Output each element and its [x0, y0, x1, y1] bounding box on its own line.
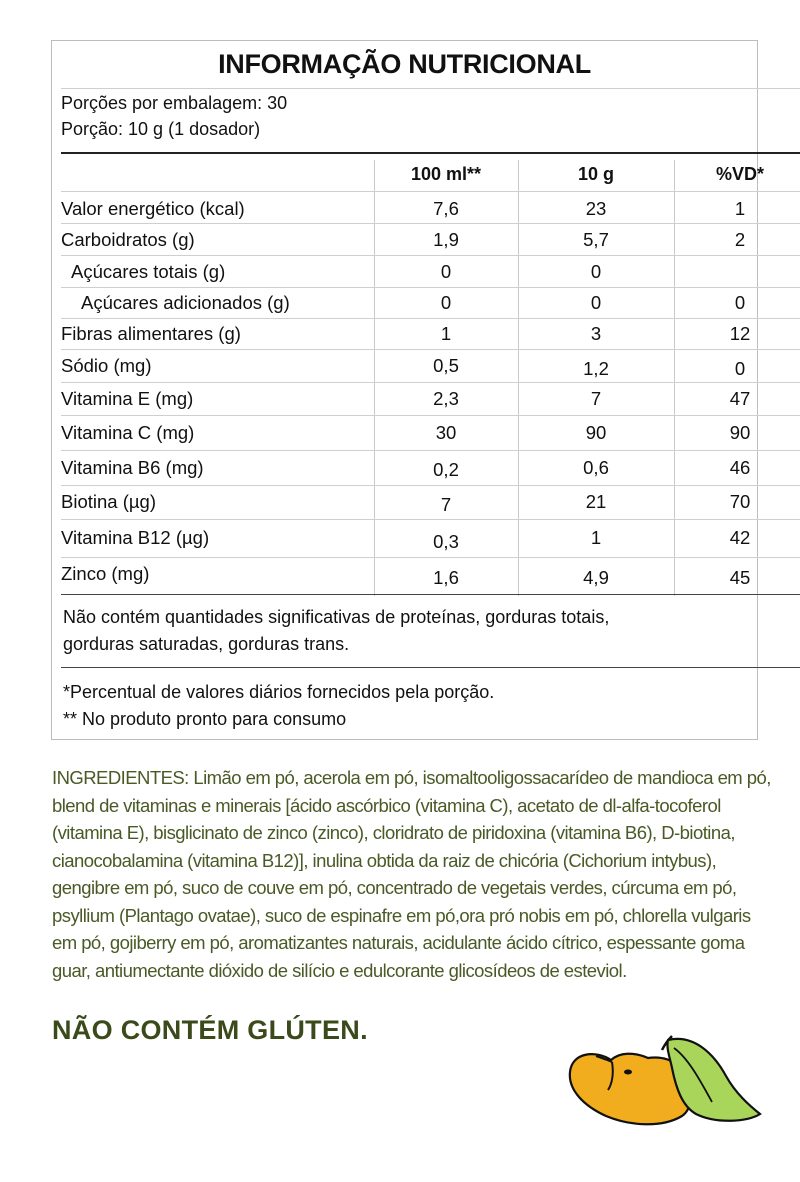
footnotes [63, 679, 494, 733]
value-100ml: 2,3 [433, 388, 459, 409]
nutrient-label: Zinco (mg) [61, 563, 150, 584]
value-vd: 0 [734, 358, 746, 379]
value-vd: 0 [734, 292, 746, 313]
value-vd: 70 [729, 491, 751, 512]
value-vd: 47 [729, 388, 751, 409]
value-10g: 7 [590, 388, 602, 409]
value-vd: 90 [729, 422, 751, 443]
value-10g: 5,7 [583, 229, 609, 250]
value-100ml: 0 [440, 261, 452, 282]
nutrient-label: Vitamina B6 (mg) [61, 457, 204, 478]
value-vd: 46 [729, 457, 751, 478]
value-vd: 45 [729, 567, 751, 588]
servings-per-package: Porções por embalagem: 30 [61, 93, 288, 113]
value-vd: 42 [729, 527, 751, 548]
value-100ml: 1,6 [433, 567, 459, 588]
nutrient-label: Vitamina B12 (µg) [61, 527, 210, 548]
nutrition-title: INFORMAÇÃO NUTRICIONAL [218, 49, 591, 79]
value-10g: 0 [590, 292, 602, 313]
nutrient-label: Biotina (µg) [61, 491, 156, 512]
value-10g: 23 [585, 198, 607, 219]
value-10g: 21 [585, 491, 607, 512]
divider-thick [61, 152, 800, 154]
value-100ml: 0 [440, 292, 452, 313]
value-10g: 1,2 [583, 358, 609, 379]
nutrient-label: Vitamina C (mg) [61, 422, 195, 443]
value-10g: 0 [590, 261, 602, 282]
gluten-free-notice: NÃO CONTÉM GLÚTEN. [52, 1015, 368, 1045]
value-vd: 2 [734, 229, 746, 250]
nutrient-label: Fibras alimentares (g) [61, 323, 241, 344]
header-100ml: 100 ml** [410, 164, 482, 184]
value-10g: 4,9 [583, 567, 609, 588]
footnote-vd: *Percentual de valores diários fornecidos pela porção. [63, 682, 495, 702]
value-10g: 90 [585, 422, 607, 443]
header-10g: 10 g [577, 164, 615, 184]
nutrient-label: Vitamina E (mg) [61, 388, 194, 409]
value-10g: 1 [590, 527, 602, 548]
nutrient-label: Açúcares adicionados (g) [81, 292, 290, 313]
value-vd: 1 [734, 198, 746, 219]
value-10g: 0,6 [583, 457, 609, 478]
nutrient-label: Açúcares totais (g) [71, 261, 226, 282]
nutrient-label: Valor energético (kcal) [61, 198, 245, 219]
ingredients-text: INGREDIENTES: Limão em pó, acerola em pó, isomaltooligossacarídeo de mandioca em pó, blend de vitaminas e minerais [ácido ascórbico (vitamina C), acetato de dl-alfa-tocoferol (vitamina E), bisglicinato de zinco (zinco), cloridrato de piridoxina (vitamina B6), D-biotina, cianocobalamina (vitamina B12)], inulina obtida da raiz de chicória (Cichorium intybus), gengibre em pó, suco de couve em pó, concentrado de vegetais verdes, cúrcuma em pó, psyllium (Plantago ovatae), suco de espinafre em pó,ora pró nobis em pó, chlorella vulgaris em pó, gojiberry em pó, aromatizantes naturais, acidulante ácido cítrico, espessante goma guar, antiumectante dióxido de silício e edulcorante glicosídeos de esteviol. [52, 767, 771, 981]
value-100ml: 1,9 [433, 229, 459, 250]
nutrient-label: Carboidratos (g) [61, 229, 195, 250]
value-10g: 3 [590, 323, 602, 344]
value-100ml: 0,2 [433, 459, 459, 480]
value-100ml: 0,5 [433, 355, 459, 376]
nutrient-label: Sódio (mg) [61, 355, 152, 376]
value-100ml: 1 [440, 323, 452, 344]
serving-size: Porção: 10 g (1 dosador) [61, 119, 261, 139]
value-100ml: 30 [435, 422, 457, 443]
divider [61, 88, 800, 89]
value-100ml: 7,6 [433, 198, 459, 219]
footnote-ready: ** No produto pronto para consumo [63, 709, 347, 729]
not-significant-note: Não contém quantidades significativas de proteínas, gorduras totais, gorduras saturadas, gorduras trans. [63, 607, 610, 654]
acerola-mascot-icon [566, 1028, 766, 1128]
value-vd: 12 [729, 323, 751, 344]
header-vd: %VD* [715, 164, 764, 184]
nutrition-facts-panel [51, 40, 764, 740]
value-100ml: 7 [440, 494, 452, 515]
value-100ml: 0,3 [433, 531, 459, 552]
